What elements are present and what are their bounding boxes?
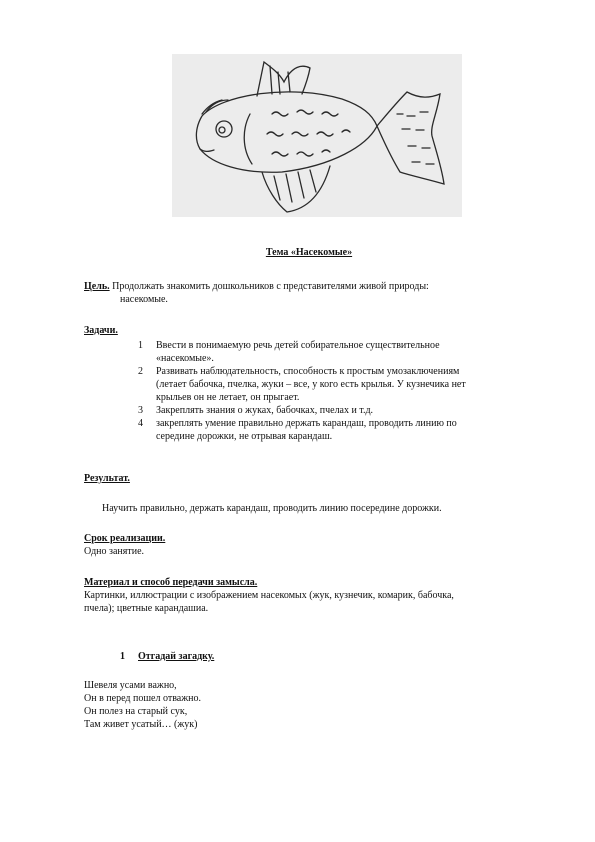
task-line: крыльев он не летает, он прыгает. — [156, 392, 300, 403]
list-item — [84, 417, 534, 443]
result-section — [84, 472, 534, 515]
list-item — [84, 339, 534, 365]
goal-text-2: насекомые. — [120, 294, 168, 305]
goal-text-1: Продолжать знакомить дошкольников с представителями живой природы: — [109, 281, 429, 292]
riddle-poem — [84, 679, 534, 731]
task-line: Ввести в понимаемую речь детей собирательное существительное — [156, 340, 440, 351]
term-heading: Срок реализации. — [84, 533, 166, 544]
goal-section — [84, 280, 534, 306]
result-heading: Результат. — [84, 473, 130, 484]
result-text: Научить правильно, держать карандаш, проводить линию посередине дорожки. — [102, 503, 442, 514]
page-title: Тема «Насекомые» — [265, 247, 353, 258]
material-heading: Материал и способ передачи замысла. — [84, 577, 258, 588]
riddle-section — [84, 650, 534, 731]
tasks-heading: Задачи. — [84, 325, 118, 336]
goal-label: Цель. — [84, 281, 110, 292]
term-section — [84, 532, 534, 558]
poem-line: Он в перед пошел отважно. — [84, 693, 201, 704]
tasks-list — [84, 339, 534, 443]
task-line: закреплять умение правильно держать карандаш, проводить линию по — [156, 418, 457, 429]
poem-line: Он полез на старый сук, — [84, 706, 188, 717]
riddle-number: 1 — [120, 651, 125, 662]
task-line: «насекомые». — [156, 353, 214, 364]
task-number: 3 — [138, 405, 143, 416]
poem-line: Шевеля усами важно, — [84, 680, 177, 691]
task-line: Развивать наблюдательность, способность к простым умозаключениям — [156, 366, 460, 377]
fish-drawing-photo — [172, 54, 462, 217]
task-number: 4 — [138, 418, 143, 429]
task-number: 1 — [138, 340, 143, 351]
poem-line: Там живет усатый… (жук) — [84, 719, 198, 730]
list-item — [84, 365, 534, 404]
task-line: Закреплять знания о жуках, бабочках, пчелах и т.д. — [156, 405, 374, 416]
riddle-heading: Отгадай загадку. — [138, 651, 215, 662]
term-text: Одно занятие. — [84, 546, 145, 557]
page-title-block — [84, 246, 534, 259]
task-line: середине дорожки, не отрывая карандаш. — [156, 431, 333, 442]
task-number: 2 — [138, 366, 143, 377]
fish-drawing-icon — [172, 54, 462, 217]
material-text-1: Картинки, иллюстрации с изображением насекомых (жук, кузнечик, комарик, бабочка, — [84, 590, 454, 601]
material-text-2: пчела); цветные карандашиа. — [84, 603, 209, 614]
task-line: (летает бабочка, пчелка, жуки – все, у кого есть крылья. У кузнечика нет — [156, 379, 466, 390]
list-item — [84, 404, 534, 417]
riddle-heading-row — [84, 650, 534, 663]
material-section — [84, 576, 534, 615]
tasks-section — [84, 324, 534, 443]
goal-line-1 — [84, 280, 534, 293]
